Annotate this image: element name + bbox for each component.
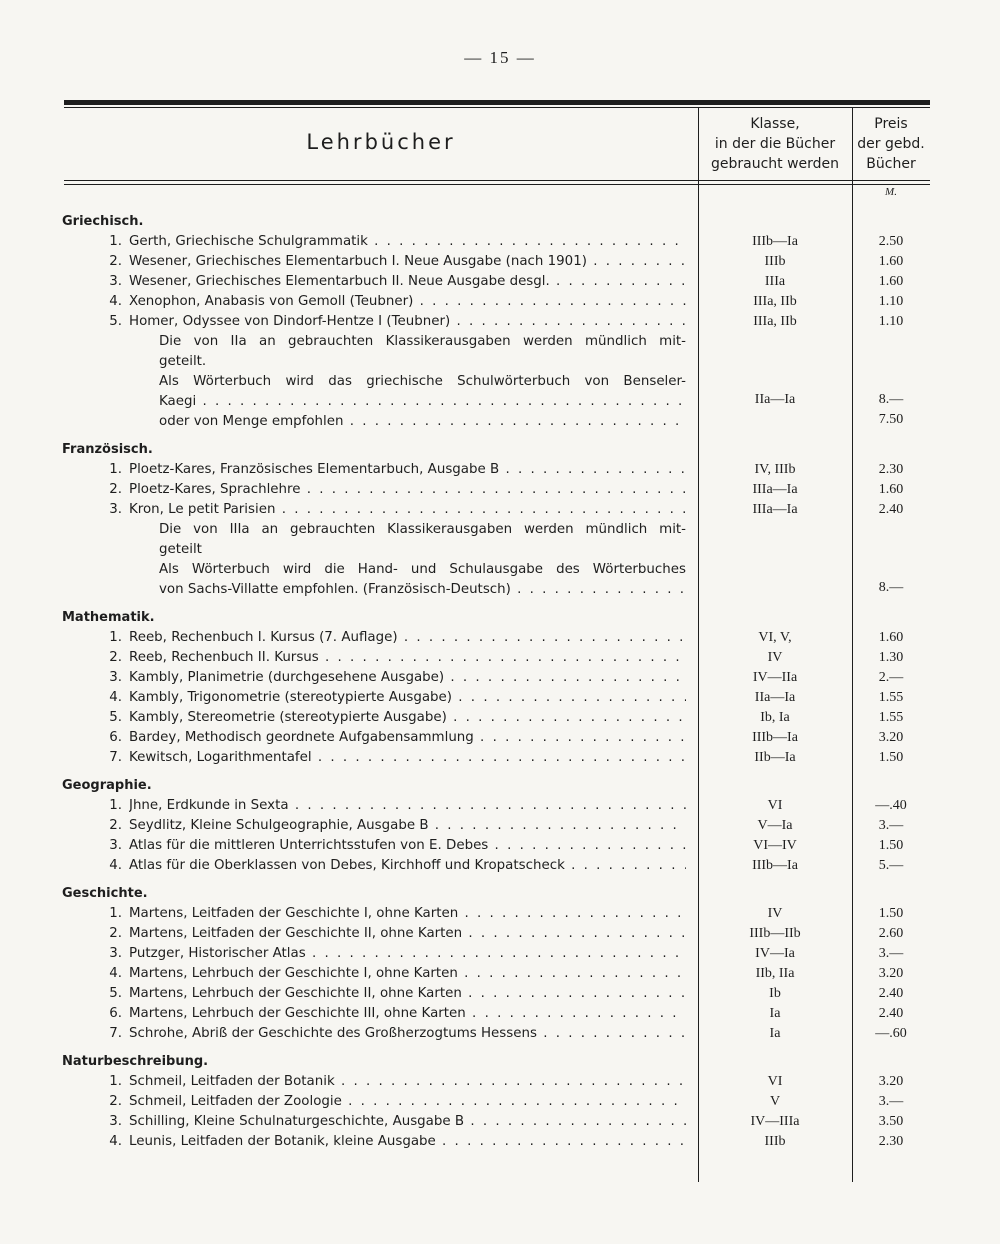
note-text (159, 332, 686, 372)
header-rule-double (64, 184, 930, 185)
book-row (0, 1092, 1000, 1112)
book-title: Xenophon, Anabasis von Gemoll (Teubner) . . . (129, 292, 686, 312)
book-title: Homer, Odyssee von Dindorf-Hentze I (Teubner) . . . (129, 312, 686, 332)
section-heading: Französisch. (62, 442, 153, 457)
book-row (0, 1004, 1000, 1024)
price-header-line: der gebd. (857, 136, 925, 152)
class-range: IV—Ia (755, 946, 795, 961)
book-title: Leunis, Leitfaden der Botanik, kleine Ausgabe . . . (129, 1132, 686, 1152)
note-text (159, 520, 686, 560)
book-price: —.40 (875, 798, 907, 813)
class-range: IIIb—IIb (749, 926, 801, 941)
book-title: Bardey, Methodisch geordnete Aufgabensammlung . . . (129, 728, 686, 748)
book-row (0, 924, 1000, 944)
note-block (0, 520, 1000, 560)
class-range: IIIa—Ia (752, 502, 798, 517)
price-column-header (852, 114, 930, 174)
item-number: 6. (109, 1006, 122, 1021)
book-row (0, 500, 1000, 520)
class-header-line: in der die Bücher (714, 136, 836, 152)
class-range: IV—IIa (752, 670, 798, 685)
item-number: 3. (109, 1114, 122, 1129)
class-range: IV (767, 906, 783, 921)
class-range: IIIa, IIb (753, 314, 797, 329)
note-block (0, 332, 1000, 372)
note-block (0, 560, 1000, 600)
class-range: IV—IIIa (750, 1114, 800, 1129)
book-row (0, 252, 1000, 272)
item-number: 3. (109, 946, 122, 961)
book-title: Atlas für die mittleren Unterrichtsstufen von E. Debes . . . (129, 836, 686, 856)
class-range: IIa—Ia (754, 690, 796, 705)
item-number: 6. (109, 730, 122, 745)
book-row (0, 292, 1000, 312)
class-range: V (769, 1094, 781, 1109)
book-title: Kambly, Trigonometrie (stereotypierte Ausgabe) . . . (129, 688, 686, 708)
book-row (0, 728, 1000, 748)
book-title: Kron, Le petit Parisien . . . (129, 500, 686, 520)
class-range: IIb, IIa (755, 966, 795, 981)
item-number: 5. (109, 986, 122, 1001)
book-title: Wesener, Griechisches Elementarbuch I. Neue Ausgabe (nach 1901) . . . (129, 252, 686, 272)
top-rule-thin (64, 107, 930, 108)
class-range: IIIa—Ia (752, 482, 798, 497)
class-column-header (698, 114, 852, 174)
book-title: Reeb, Rechenbuch I. Kursus (7. Auflage) . . . (129, 628, 686, 648)
class-range: IIIb—Ia (752, 858, 798, 873)
note-line: Als Wörterbuch wird die Hand- und Schulausgabe des Wörterbuches (159, 562, 686, 577)
note-line: Die von IIIa an gebrauchten Klassikerausgaben werden mündlich mit- (159, 522, 686, 537)
book-row (0, 232, 1000, 252)
book-price: 2.40 (878, 502, 904, 517)
section-heading: Mathematik. (62, 610, 155, 625)
class-range: VI, V, (758, 630, 792, 645)
book-row (0, 688, 1000, 708)
note-line: geteilt (159, 542, 202, 557)
book-price: 5.— (878, 858, 904, 873)
book-title: Kambly, Planimetrie (durchgesehene Ausgabe) . . . (129, 668, 686, 688)
textbook-list (0, 211, 1000, 1152)
item-number: 1. (109, 1074, 122, 1089)
book-title: Wesener, Griechisches Elementarbuch II. Neue Ausgabe desgl. . . . (129, 272, 686, 292)
price-header-line: Bücher (866, 156, 916, 172)
item-number: 3. (109, 502, 122, 517)
book-row (0, 984, 1000, 1004)
book-price: 1.55 (878, 710, 904, 725)
book-row (0, 648, 1000, 668)
book-title: Martens, Lehrbuch der Geschichte III, ohne Karten . . . (129, 1004, 686, 1024)
table-title: Lehrbücher (306, 130, 456, 154)
book-row (0, 816, 1000, 836)
section-heading: Geographie. (62, 778, 152, 793)
book-title: Kewitsch, Logarithmentafel . . . (129, 748, 686, 768)
item-number: 2. (109, 926, 122, 941)
class-range: IIa—Ia (754, 392, 796, 407)
book-row (0, 748, 1000, 768)
class-range: VI—IV (753, 838, 797, 853)
note-block (0, 412, 1000, 432)
book-price: 2.50 (878, 234, 904, 249)
note-text (159, 372, 686, 412)
book-price: 1.50 (878, 750, 904, 765)
book-row (0, 836, 1000, 856)
book-price: 2.— (878, 670, 904, 685)
book-price: 3.— (878, 946, 904, 961)
page-number: — 15 — (464, 48, 536, 67)
item-number: 3. (109, 670, 122, 685)
note-line: Kaegi . . . (159, 392, 686, 412)
book-price: 3.20 (878, 1074, 904, 1089)
item-number: 5. (109, 314, 122, 329)
class-range: IIIa (764, 274, 786, 289)
class-range: IIIb (764, 1134, 786, 1149)
item-number: 4. (109, 294, 122, 309)
class-range: IV, IIIb (754, 462, 796, 477)
class-range: IIIb—Ia (752, 730, 798, 745)
book-row (0, 1024, 1000, 1044)
note-line: von Sachs-Villatte empfohlen. (Französisch-Deutsch) . . . (159, 580, 686, 600)
item-number: 2. (109, 650, 122, 665)
class-range: IIIa, IIb (753, 294, 797, 309)
book-price: 8.— (878, 392, 904, 407)
book-price: 3.50 (878, 1114, 904, 1129)
book-title: Schmeil, Leitfaden der Zoologie . . . (129, 1092, 686, 1112)
book-title: Gerth, Griechische Schulgrammatik . . . (129, 232, 686, 252)
book-price: 3.— (878, 818, 904, 833)
note-text (159, 560, 686, 600)
item-number: 4. (109, 690, 122, 705)
book-price: 7.50 (878, 412, 904, 427)
book-row (0, 796, 1000, 816)
book-price: 1.60 (878, 630, 904, 645)
book-price: 2.30 (878, 462, 904, 477)
book-price: 1.60 (878, 482, 904, 497)
section-heading: Naturbeschreibung. (62, 1054, 209, 1069)
book-row (0, 856, 1000, 876)
item-number: 2. (109, 818, 122, 833)
item-number: 1. (109, 462, 122, 477)
note-line: Als Wörterbuch wird das griechische Schulwörterbuch von Benseler- (159, 374, 686, 389)
book-row (0, 708, 1000, 728)
class-header-line: gebraucht werden (710, 156, 840, 172)
book-title: Kambly, Stereometrie (stereotypierte Ausgabe) . . . (129, 708, 686, 728)
book-price: 1.50 (878, 838, 904, 853)
book-row (0, 1072, 1000, 1092)
book-price: 2.40 (878, 1006, 904, 1021)
class-range: VI (767, 798, 783, 813)
class-range: Ia (769, 1026, 781, 1041)
book-price: —.60 (875, 1026, 907, 1041)
book-price: 3.20 (878, 730, 904, 745)
item-number: 1. (109, 630, 122, 645)
book-row (0, 944, 1000, 964)
book-row (0, 904, 1000, 924)
book-title: Schrohe, Abriß der Geschichte des Großherzogtums Hessens . . . (129, 1024, 686, 1044)
class-range: VI (767, 1074, 783, 1089)
book-price: 1.55 (878, 690, 904, 705)
book-row (0, 668, 1000, 688)
book-row (0, 1112, 1000, 1132)
note-block (0, 372, 1000, 412)
class-header-line: Klasse, (750, 116, 800, 132)
book-row (0, 1132, 1000, 1152)
top-rule (64, 100, 930, 105)
book-title: Schmeil, Leitfaden der Botanik . . . (129, 1072, 686, 1092)
book-price: 2.60 (878, 926, 904, 941)
book-title: Jhne, Erdkunde in Sexta . . . (129, 796, 686, 816)
book-price: 1.60 (878, 254, 904, 269)
class-range: IIb—Ia (754, 750, 796, 765)
book-row (0, 628, 1000, 648)
book-title: Seydlitz, Kleine Schulgeographie, Ausgabe B . . . (129, 816, 686, 836)
book-title: Ploetz-Kares, Sprachlehre . . . (129, 480, 686, 500)
item-number: 7. (109, 750, 122, 765)
book-title: Ploetz-Kares, Französisches Elementarbuch, Ausgabe B . . . (129, 460, 686, 480)
price-header-line: Preis (874, 116, 908, 132)
note-line: geteilt. (159, 354, 207, 369)
item-number: 4. (109, 966, 122, 981)
book-title: Martens, Lehrbuch der Geschichte II, ohne Karten . . . (129, 984, 686, 1004)
book-title: Martens, Leitfaden der Geschichte II, ohne Karten . . . (129, 924, 686, 944)
book-price: 1.10 (878, 314, 904, 329)
item-number: 1. (109, 906, 122, 921)
item-number: 1. (109, 234, 122, 249)
note-line: oder von Menge empfohlen . . . (159, 412, 686, 432)
section-heading: Geschichte. (62, 886, 148, 901)
note-text (159, 412, 686, 432)
class-range: Ia (769, 1006, 781, 1021)
item-number: 4. (109, 1134, 122, 1149)
book-row (0, 964, 1000, 984)
class-range: IV (767, 650, 783, 665)
book-price: 2.30 (878, 1134, 904, 1149)
item-number: 5. (109, 710, 122, 725)
book-row (0, 480, 1000, 500)
class-range: Ib, Ia (760, 710, 790, 725)
book-price: 2.40 (878, 986, 904, 1001)
section-heading: Griechisch. (62, 214, 144, 229)
currency-unit: M. (885, 186, 897, 198)
class-range: IIIb—Ia (752, 234, 798, 249)
book-price: 8.— (878, 580, 904, 595)
header-rule (64, 180, 930, 181)
book-price: 1.50 (878, 906, 904, 921)
item-number: 1. (109, 798, 122, 813)
book-row (0, 312, 1000, 332)
book-price: 1.60 (878, 274, 904, 289)
book-title: Reeb, Rechenbuch II. Kursus . . . (129, 648, 686, 668)
book-title: Martens, Lehrbuch der Geschichte I, ohne Karten . . . (129, 964, 686, 984)
book-price: 1.10 (878, 294, 904, 309)
item-number: 4. (109, 858, 122, 873)
book-row (0, 272, 1000, 292)
item-number: 2. (109, 482, 122, 497)
item-number: 7. (109, 1026, 122, 1041)
book-title: Martens, Leitfaden der Geschichte I, ohne Karten . . . (129, 904, 686, 924)
book-title: Putzger, Historischer Atlas . . . (129, 944, 686, 964)
book-row (0, 460, 1000, 480)
note-line: Die von IIa an gebrauchten Klassikerausgaben werden mündlich mit- (159, 334, 686, 349)
class-range: V—Ia (757, 818, 793, 833)
class-range: IIIb (764, 254, 786, 269)
book-title: Atlas für die Oberklassen von Debes, Kirchhoff und Kropatscheck . . . (129, 856, 686, 876)
item-number: 3. (109, 838, 122, 853)
book-title: Schilling, Kleine Schulnaturgeschichte, Ausgabe B . . . (129, 1112, 686, 1132)
class-range: Ib (769, 986, 781, 1001)
item-number: 3. (109, 274, 122, 289)
book-price: 3.— (878, 1094, 904, 1109)
book-price: 3.20 (878, 966, 904, 981)
book-price: 1.30 (878, 650, 904, 665)
item-number: 2. (109, 254, 122, 269)
item-number: 2. (109, 1094, 122, 1109)
